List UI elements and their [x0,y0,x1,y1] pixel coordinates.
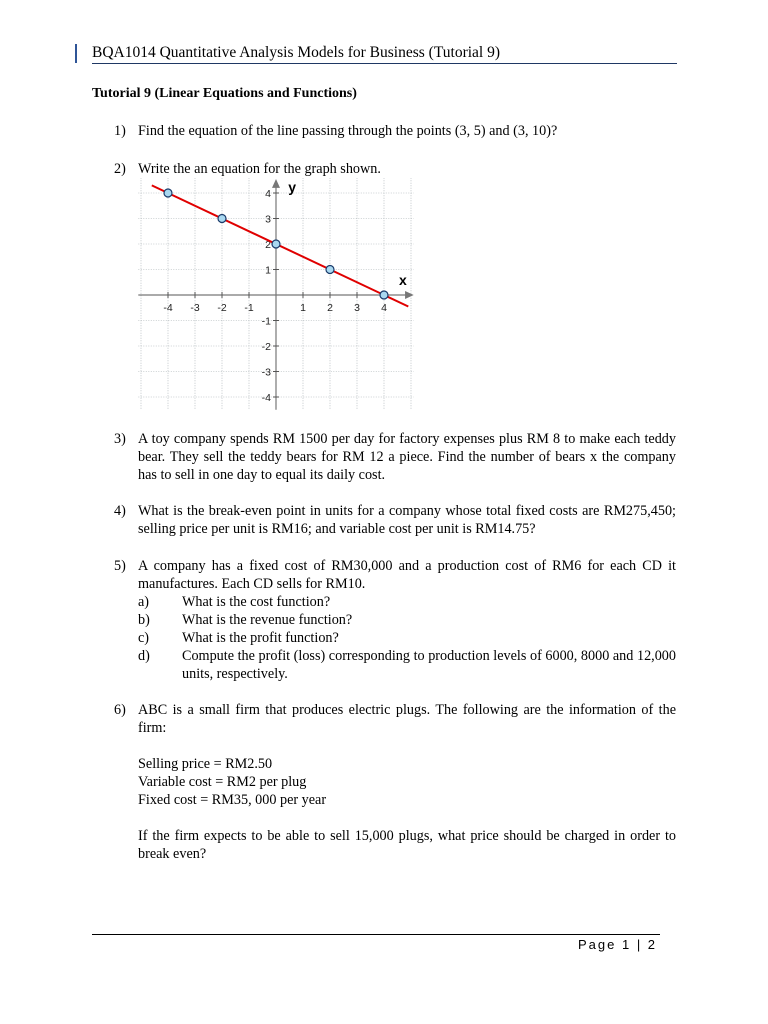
x-tick-label: 2 [327,302,333,314]
y-tick-label: 4 [265,188,271,200]
q4-number: 4) [114,503,126,519]
data-point [164,189,172,197]
q2-number: 2) [114,161,126,177]
x-tick-label: -3 [190,302,200,314]
page-header: BQA1014 Quantitative Analysis Models for Business (Tutorial 9) [92,44,501,61]
y-tick-label: 2 [265,239,271,251]
tutorial-title: Tutorial 9 (Linear Equations and Functions) [92,86,357,101]
x-axis-arrow [405,291,414,299]
q5-part-b-label: b) [138,612,150,628]
line-graph [136,178,416,410]
q5-part-a-label: a) [138,594,150,610]
data-point [380,291,388,299]
q6-followup-text: If the firm expects to be able to sell 15,000 plugs, what price should be charged in order to break even? [138,828,676,862]
q2-text: Write the an equation for the graph shown. [138,161,381,177]
data-point [218,215,226,223]
data-point [326,266,334,274]
y-tick-label: -3 [261,366,271,379]
y-tick-label: 1 [265,264,271,277]
y-tick-label: -4 [261,392,271,404]
q3-text: A toy company spends RM 1500 per day for factory expenses plus RM 8 to make each teddy bear. They sell the teddy bears for RM 12 a piece. Find the number of bears x the company has to sell in one day to equal its daily cost. [138,431,676,483]
x-tick-label: 1 [300,302,306,314]
q5-part-d-text: Compute the profit (loss) corresponding to production levels of 6000, 8000 and 12,000 units, respectively. [182,648,676,682]
q5-number: 5) [114,558,126,574]
x-tick-label: -4 [163,302,173,314]
y-axis-label: y [288,179,297,195]
q5-part-b-text: What is the revenue function? [182,612,353,628]
q6-info-selling-price: Selling price = RM2.50 [138,756,273,772]
x-tick-label: -1 [244,302,254,314]
q5-part-c-label: c) [138,630,150,646]
x-axis-label: x [399,272,407,288]
q5-part-d-label: d) [138,648,150,664]
q4-text: What is the break-even point in units for a company whose total fixed costs are RM275,450; selling price per unit is RM16; and variable cost per unit is RM14.75? [138,503,676,537]
q3-number: 3) [114,431,126,447]
y-tick-label: -1 [261,315,271,328]
y-tick-label: -2 [261,341,271,353]
q5-part-a-text: What is the cost function? [182,594,331,610]
header-rule [92,63,677,64]
q1-text: Find the equation of the line passing through the points (3, 5) and (3, 10)? [138,123,558,139]
y-tick-label: 3 [265,213,271,226]
x-tick-label: 3 [354,302,360,314]
q6-info-variable-cost: Variable cost = RM2 per plug [138,774,307,790]
q6-text: ABC is a small firm that produces electric plugs. The following are the information of the firm: [138,702,676,736]
q6-info-fixed-cost: Fixed cost = RM35, 000 per year [138,792,327,808]
y-axis-arrow [272,179,280,188]
page-number: Page 1 | 2 [578,937,658,952]
q1-number: 1) [114,123,126,139]
x-tick-label: 4 [381,302,387,314]
x-tick-label: -2 [217,302,227,314]
footer-rule [92,934,660,935]
data-point [272,240,280,248]
header-accent-bar [75,44,77,63]
q5-part-c-text: What is the profit function? [182,630,339,646]
q6-number: 6) [114,702,126,718]
q5-text: A company has a fixed cost of RM30,000 and a production cost of RM6 for each CD it manufactures. Each CD sells for RM10. [138,558,676,592]
